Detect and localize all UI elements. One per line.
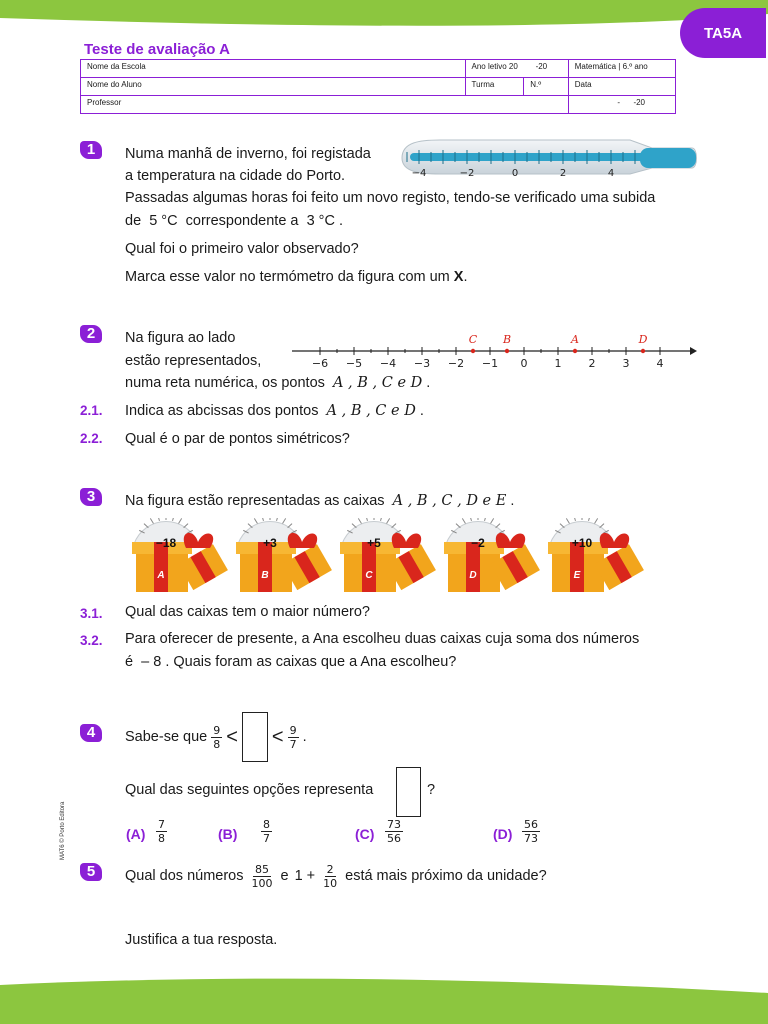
option-d-label[interactable]: (D) bbox=[493, 826, 513, 842]
q5-line-1: Qual dos números $\frac{85}{100}$ e 1 + $\frac{2}{10}$ está mais próximo da unidade? bbox=[125, 862, 547, 890]
class-field[interactable]: Turma bbox=[465, 78, 524, 96]
option-b-fraction[interactable]: $\frac{8}{7}$ bbox=[263, 818, 270, 845]
q2-2-number: 2.2. bbox=[80, 431, 103, 446]
q4-question-mark: ? bbox=[427, 782, 436, 798]
gift-box-letter: A bbox=[157, 570, 165, 581]
gift-box-d bbox=[436, 518, 540, 594]
gift-box-value: +3 bbox=[263, 536, 277, 550]
question-3-number: 3 bbox=[80, 488, 102, 506]
question-4-number: 4 bbox=[80, 724, 102, 742]
student-info-table bbox=[80, 59, 676, 114]
number-line-point-label: A bbox=[571, 334, 579, 346]
top-wave-decoration bbox=[0, 0, 768, 34]
q3-line-1: Na figura estão representadas as caixas A , B , C , D e E . bbox=[125, 493, 515, 509]
q1-question: Qual foi o primeiro valor observado? bbox=[125, 241, 359, 257]
q3-2-line-1: Para oferecer de presente, a Ana escolheu duas caixas cuja soma dos números bbox=[125, 631, 640, 647]
q1-line-3: Passadas algumas horas foi feito um novo registo, tendo-se verificado uma subida bbox=[125, 190, 656, 206]
q4-box-symbol bbox=[396, 767, 421, 817]
q2-line-1: Na figura ao lado bbox=[125, 330, 236, 346]
q5-frac-2: $\frac{2}{10}$ bbox=[323, 862, 338, 890]
q4-answer-box[interactable] bbox=[242, 712, 268, 762]
date-value-cell: - -20 bbox=[568, 96, 675, 114]
q5-frac-1: $\frac{85}{100}$ bbox=[251, 862, 273, 890]
number-field[interactable]: N.º bbox=[524, 78, 569, 96]
number-line-label: −3 bbox=[413, 357, 431, 370]
number-line-point bbox=[641, 349, 645, 353]
gift-box-value: +10 bbox=[571, 536, 593, 550]
q4-line-1: Sabe-se que $\frac{9}{8}$ < < $\frac{9}{7}$ . bbox=[125, 712, 307, 762]
q1-line-2: a temperatura na cidade do Porto. bbox=[125, 168, 346, 184]
q2-2-text: Qual é o par de pontos simétricos? bbox=[125, 431, 350, 447]
number-line-point-label: B bbox=[502, 334, 512, 346]
gift-box-letter: D bbox=[469, 570, 477, 581]
gift-box-letter: E bbox=[573, 570, 581, 581]
number-line-figure bbox=[288, 334, 700, 374]
school-year-field[interactable]: Ano letivo 20 -20 bbox=[465, 60, 568, 78]
gift-box-letter: C bbox=[365, 570, 373, 581]
date-field[interactable]: Data bbox=[568, 78, 675, 96]
number-line-point bbox=[573, 349, 577, 353]
test-tag: TA5A bbox=[680, 8, 766, 58]
q4-frac-left: $\frac{9}{8}$ bbox=[213, 723, 221, 751]
question-1-number: 1 bbox=[80, 141, 102, 159]
number-line-point-label: C bbox=[468, 334, 478, 346]
number-line-label: 1 bbox=[554, 357, 562, 370]
bottom-wave-decoration bbox=[0, 975, 768, 1024]
number-line-label: −1 bbox=[481, 357, 499, 370]
option-a-label[interactable]: (A) bbox=[126, 826, 146, 842]
q5-line-2: Justifica a tua resposta. bbox=[125, 932, 278, 948]
q1-instruction: Marca esse valor no termómetro da figura com um X. bbox=[125, 269, 468, 285]
q3-2-line-2: é – 8 . Quais foram as caixas que a Ana escolheu? bbox=[125, 654, 457, 670]
number-line-label: 4 bbox=[656, 357, 664, 370]
thermometer-label: 4 bbox=[607, 168, 615, 179]
number-line-label: −6 bbox=[311, 357, 329, 370]
gift-box-value: −18 bbox=[155, 536, 177, 550]
subject-cell: Matemática | 6.º ano bbox=[568, 60, 675, 78]
number-line-label: −5 bbox=[345, 357, 363, 370]
q1-line-4: de 5 °C correspondente a 3 °C . bbox=[125, 213, 343, 229]
q3-2-number: 3.2. bbox=[80, 633, 103, 648]
q2-1-number: 2.1. bbox=[80, 403, 103, 418]
school-field[interactable]: Nome da Escola bbox=[81, 60, 466, 78]
number-line-label: 3 bbox=[622, 357, 630, 370]
option-c-label[interactable]: (C) bbox=[355, 826, 375, 842]
gift-box-a bbox=[124, 518, 228, 594]
q3-1-number: 3.1. bbox=[80, 606, 103, 621]
q3-1-text: Qual das caixas tem o maior número? bbox=[125, 604, 370, 620]
gift-box-letter: B bbox=[261, 570, 269, 581]
number-line-label: 0 bbox=[520, 357, 528, 370]
number-line-point-label: D bbox=[638, 334, 648, 346]
student-name-field[interactable]: Nome do Aluno bbox=[81, 78, 466, 96]
q2-line-2: estão representados, bbox=[125, 353, 262, 369]
option-d-fraction[interactable]: $\frac{56}{73}$ bbox=[524, 818, 538, 845]
option-c-fraction[interactable]: $\frac{73}{56}$ bbox=[387, 818, 401, 845]
option-b-label[interactable]: (B) bbox=[218, 826, 238, 842]
gift-box-value: −2 bbox=[471, 536, 485, 550]
teacher-field[interactable]: Professor bbox=[81, 96, 569, 114]
q2-1-text: Indica as abcissas dos pontos A , B , C e D . bbox=[125, 403, 424, 419]
q4-frac-right: $\frac{9}{7}$ bbox=[289, 723, 297, 751]
thermometer-label: 2 bbox=[559, 168, 567, 179]
gift-box-value: +5 bbox=[367, 536, 381, 550]
gift-box-b bbox=[228, 518, 332, 594]
test-title: Teste de avaliação A bbox=[84, 41, 230, 58]
number-line-point bbox=[505, 349, 509, 353]
thermometer-label: 0 bbox=[511, 168, 519, 179]
number-line-label: −4 bbox=[379, 357, 397, 370]
gift-box-c bbox=[332, 518, 436, 594]
number-line-label: −2 bbox=[447, 357, 465, 370]
question-5-number: 5 bbox=[80, 863, 102, 881]
number-line-label: 2 bbox=[588, 357, 596, 370]
thermometer-figure[interactable] bbox=[400, 138, 700, 182]
q2-line-3: numa reta numérica, os pontos A , B , C e D . bbox=[125, 375, 431, 391]
option-a-fraction[interactable]: $\frac{7}{8}$ bbox=[158, 818, 165, 845]
gift-box-e bbox=[540, 518, 644, 594]
thermometer-label: −4 bbox=[411, 168, 427, 179]
q4-line-2: Qual das seguintes opções representa bbox=[125, 782, 374, 798]
number-line-point bbox=[471, 349, 475, 353]
thermometer-label: −2 bbox=[459, 168, 475, 179]
side-copyright: MAT6 © Porto Editora bbox=[60, 801, 66, 860]
q1-line-1: Numa manhã de inverno, foi registada bbox=[125, 146, 371, 162]
question-2-number: 2 bbox=[80, 325, 102, 343]
